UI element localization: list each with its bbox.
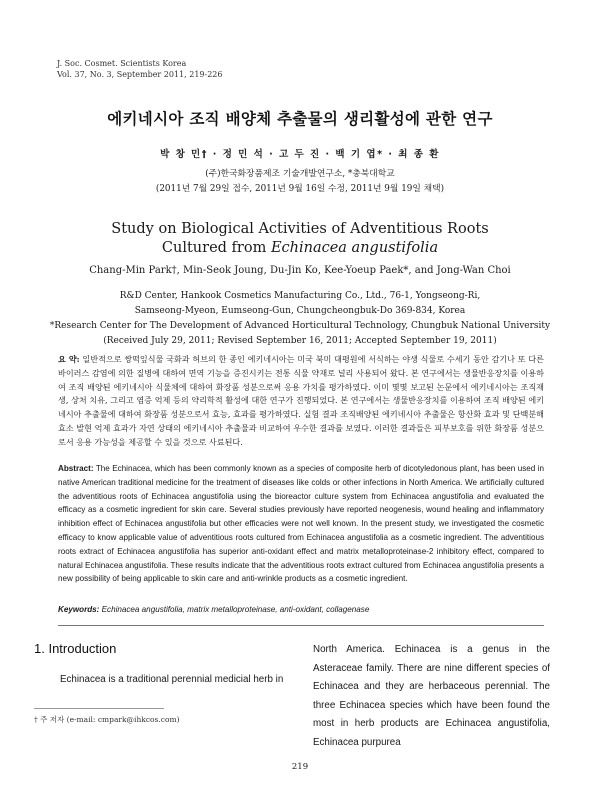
- keywords-label: Keywords:: [58, 605, 100, 614]
- english-abstract-text: The Echinacea, which has been commonly known as a species of composite herb of dicotyledonous plant, has been used in native American traditional medicine for the treatment of diseases like colds or other infections in North America. We artificially cultured the adventitious roots of Echinacea angustifolia using the bioreactor culture system from Echinacea angustifolia and evaluated the efficacy as a cosmetic ingredient for skin care. Several studies previously have reported neogenesis, wound healing and inflammatory inhibition effect of Echinacea angustifolia but other efficacies were not well known. In the present study, we investigated the cosmetic efficacy to know applicable value of adventitious roots cultured from Echinacea angustifolia as a cosmetic ingredient. The adventitious roots extract of Echinacea angustifolia has superior anti-oxidant effect and matrix metalloproteinase-2 inhibitory effect, compared to natural Echinacea angustifolia. These results indicate that the adventitious roots extract cultured from Echinacea angustifolia presents a new possibility of being applicable to skin care and anti-wrinkle products as a cosmetic ingredient.: [58, 464, 544, 584]
- korean-abstract-text: 일반적으로 쌍떡잎식물 국화과 허브의 한 종인 에키네시아는 미국 북미 대평원에 서식하는 야생 식물로 수세기 동안 감기나 또 다른 바이러스 감염에 의한 질병에 대하여 면역 기능을 증진시키는 전통 식물 약재로 널리 사용되어 왔다. 본 연구에서는 생물반응장치를 이용하여 조직 배양된 에키네시아 식물체에 대하여 화장품 성분으로써 응용 가치를 평가하였다. 이미 몇몇 보고된 논문에서 에키네시아는 조직재생, 상처 치유, 그리고 염증 억제 등의 약리학적 활성에 대한 연구가 진행되었다. 본 연구에서는 생물반응장치를 이용하여 조직 배양된 에키네시아 추출물에 대하여 화장품 성분으로서 효능, 효과를 평가하였다. 실험 결과 조직배양된 에키네시아 추출물은 항산화 효과 및 단백분해효소 발현 억제 효과가 자연 상태의 에키네시아 추출물과 비교하여 우수한 결과를 보였다. 이러한 결과들은 피부보호를 위한 화장품 성분으로서 응용 가능성을 제공할 수 있을 것으로 사료된다.: [58, 354, 544, 447]
- footnote-rule: [34, 708, 164, 709]
- intro-right-column: North America. Echinacea is a genus in the Asteraceae family. There are nine different species of Echinacea and they are herbaceous perennial. The three Echinacea species which have been found the most in herb products are Echinacea angustifolia, Echinacea purpurea: [313, 644, 550, 748]
- journal-name: J. Soc. Cosmet. Scientists Korea: [57, 59, 187, 68]
- intro-left-column: Echinacea is a traditional perennial medicial herb in: [60, 674, 284, 685]
- english-affiliation-line1: R&D Center, Hankook Cosmetics Manufacturing Co., Ltd., 76-1, Yongseong-Ri,: [119, 291, 481, 301]
- english-abstract: [58, 462, 544, 586]
- korean-affiliation-line: (주)한국화장품제조 기술개발연구소, *충북대학교: [205, 169, 395, 179]
- korean-authors: 박 창 민† · 정 민 석 · 고 두 진 · 백 기 엽* · 최 종 환: [160, 149, 440, 160]
- english-title-line1: Study on Biological Activities of Adventitious Roots: [111, 221, 489, 237]
- english-dates: (Received July 29, 2011; Revised September 16, 2011; Accepted September 19, 2011): [103, 336, 497, 346]
- journal-header: [57, 58, 223, 80]
- keywords-text: Echinacea angustifolia, matrix metalloproteinase, anti-oxidant, collagenase: [99, 605, 370, 614]
- english-affiliation-line3: *Research Center for The Development of Advanced Horticultural Technology, Chungbuk National University: [49, 321, 551, 331]
- keywords: [58, 605, 544, 614]
- english-title: [0, 220, 600, 258]
- korean-abstract: [58, 353, 544, 450]
- english-abstract-label: Abstract:: [58, 464, 94, 473]
- english-authors: Chang-Min Park†, Min-Seok Joung, Du-Jin Ko, Kee-Yoeup Paek*, and Jong-Wan Choi: [89, 265, 511, 276]
- introduction-heading: 1. Introduction: [34, 641, 117, 656]
- english-affiliation: [0, 289, 600, 349]
- page-number: 219: [291, 762, 309, 772]
- korean-affiliation: [0, 167, 600, 197]
- korean-abstract-label: 요 약:: [58, 354, 80, 364]
- section-divider: [58, 625, 544, 626]
- korean-title: 에키네시아 조직 배양체 추출물의 생리활성에 관한 연구: [107, 110, 493, 128]
- korean-dates: (2011년 7월 29일 접수, 2011년 9월 16일 수정, 2011년 9월 19일 채택): [155, 184, 445, 194]
- english-affiliation-line2: Samseong-Myeon, Eumseong-Gun, Chungcheongbuk-Do 369-834, Korea: [134, 306, 466, 316]
- journal-volume: Vol. 37, No. 3, September 2011, 219-226: [57, 70, 223, 79]
- english-title-line2: [0, 239, 600, 258]
- english-title-species: Echinacea angustifolia: [270, 240, 439, 256]
- english-title-prefix: Cultured from: [161, 240, 271, 256]
- corresponding-author-footnote: † 주 저자 (e-mail: cmpark@ihkcos.com): [34, 715, 180, 724]
